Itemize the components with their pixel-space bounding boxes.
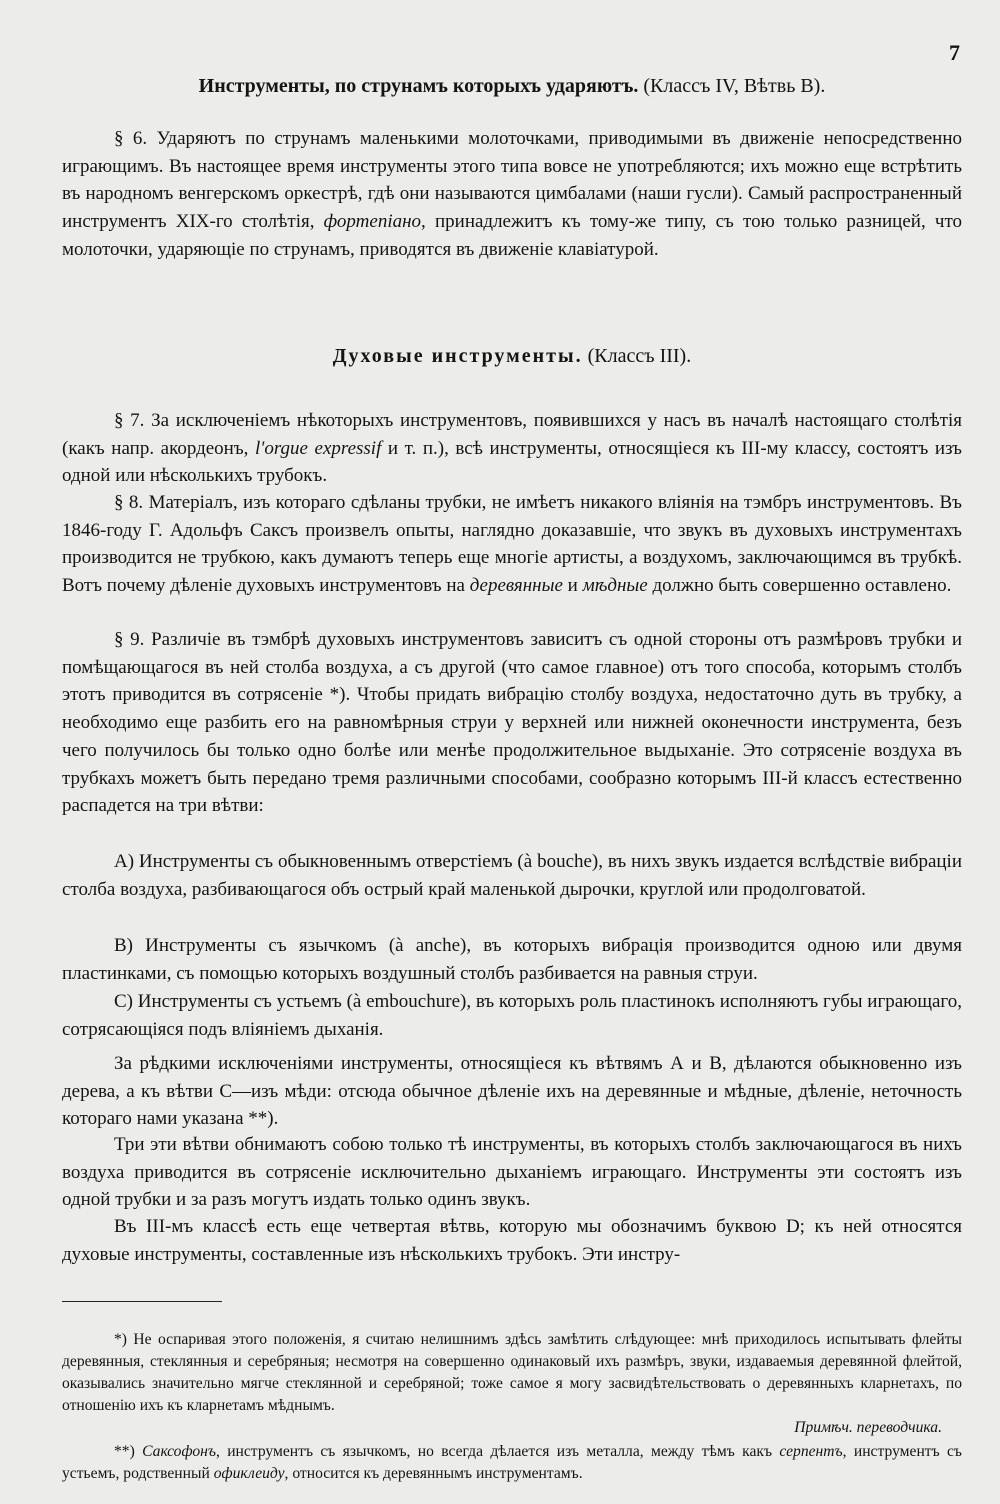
paragraph-7 — [62, 407, 962, 490]
italic-term: l'orgue expressif — [255, 437, 382, 459]
section-title-class: (Классъ IV, Вѣтвь В). — [643, 75, 826, 97]
branch-b — [62, 932, 962, 987]
footnote-text-part: , инструментъ съ язычкомъ, но всегда дѣлается изъ металла, между тѣмъ какъ — [215, 1443, 773, 1460]
branch-c — [62, 988, 962, 1043]
paragraph-text-part: § 7. За исключеніемъ нѣкоторыхъ инструментовъ, появившихся у насъ въ началѣ настоящаго столѣтія (какъ напр. акордеонъ, — [62, 410, 962, 459]
section-title-struck-strings — [62, 74, 962, 98]
paragraph-text: За рѣдкими исключеніями инструменты, относящіеся къ вѣтвямъ А и В, дѣлаются обыкновенно изъ дерева, а къ вѣтви С—изъ мѣди: отсюда обычное дѣленіе ихъ на деревянные и мѣдные, дѣленіе, неточность котораго нами указана **). — [62, 1053, 962, 1130]
paragraph-text: Три эти вѣтви обнимаютъ собою только тѣ инструменты, въ которыхъ столбъ заключающагося въ нихъ воздуха приводится въ сотрясеніе исключительно дыханіемъ играющаго. Инструменты эти состоятъ изъ одной трубки и за разъ могутъ издать только одинъ звукъ. — [62, 1134, 962, 1211]
paragraph-6 — [62, 125, 962, 264]
footnote-text-part: , относится къ деревяннымъ инструментамъ. — [284, 1465, 583, 1482]
paragraph-text: § 9. Различіе въ тэмбрѣ духовыхъ инструментовъ зависитъ съ одной стороны отъ размѣровъ трубки и помѣщающагося въ ней столба воздуха, а съ другой (что самое главное) отъ того способа, которымъ столбъ этотъ приводится въ сотрясеніе *). Чтобы придать вибрацію столбу воздуха, недостаточно дуть въ трубку, а необходимо еще разбить его на равномѣрныя струи у верхней или нижней оконечности инструмента, безъ чего получилось бы только одно болѣе или менѣе продолжительное выдыханіе. Это сотрясеніе воздуха въ трубкахъ можетъ быть передано тремя различными способами, сообразно которымъ III-й классъ естественно распадется на три вѣтви: — [62, 629, 962, 817]
italic-term: деревянные — [469, 575, 563, 597]
footnote-text — [62, 1441, 962, 1485]
footnote-text-part: , инструментъ съ устьемъ, родственный — [62, 1443, 962, 1482]
footnote-2 — [62, 1441, 962, 1485]
paragraph-text-part: , принадлежитъ къ тому-же типу, съ тою только разницей, что молоточки, ударяющіе по струнамъ, приводятся въ движеніе клавіатурой. — [62, 211, 962, 260]
section-title-class: (Классъ III). — [587, 345, 692, 367]
paragraph-text — [62, 125, 962, 264]
paragraph-text: В) Инструменты съ язычкомъ (à anche), въ которыхъ вибрація производится одною или двумя пластинками, съ помощью которыхъ воздушный столбъ разбивается на равныя струи. — [62, 935, 962, 984]
branch-a — [62, 848, 962, 903]
italic-term: офиклеиду — [213, 1465, 285, 1482]
paragraph-9 — [62, 626, 962, 820]
paragraph-fourth-branch — [62, 1213, 962, 1268]
section-title-wind-instruments — [62, 344, 962, 368]
paragraph-text-part: § 6. Ударяютъ по струнамъ маленькими молоточками, приводимыми въ движеніе непосредственно играющимъ. Въ настоящее время инструменты этого типа вовсе не употребляются; ихъ можно еще встрѣтить въ народномъ венгерскомъ оркестрѣ, гдѣ они называются цимбалами (наши гусли). Самый распространенный инструментъ XIX-го столѣтія, — [62, 128, 962, 233]
paragraph-text-part: § 8. Матеріалъ, изъ котораго сдѣланы трубки, не имѣетъ никакого вліянія на тэмбръ инструментовъ. Въ 1846-году Г. Адольфъ Саксъ произвелъ опыты, наглядно доказавшіе, что звукъ въ духовыхъ инструментахъ производится не трубкою, какъ думаютъ теперь еще многіе артисты, а воздухомъ, заключающимся въ трубкѣ. Вотъ почему дѣленіе духовыхъ инструментовъ на — [62, 492, 962, 597]
paragraph-text-part: и т. п.), всѣ инструменты, относящіеся къ III-му классу, состоятъ изъ одной или нѣсколькихъ трубокъ. — [62, 437, 963, 487]
italic-term: мѣдные — [582, 575, 648, 597]
italic-term: фортепіано — [323, 211, 422, 233]
page-number: 7 — [949, 40, 960, 65]
paragraph-text — [62, 407, 962, 490]
footnote-1 — [62, 1329, 962, 1417]
section-title-main: Инструменты, по струнамъ которыхъ ударяютъ. — [198, 75, 639, 97]
section-title-main: Духовые инструменты. — [332, 345, 583, 367]
paragraph-text-part: должно быть совершенно оставлено. — [652, 575, 952, 597]
paragraph-rare-exceptions — [62, 1050, 962, 1133]
paragraph-text — [62, 489, 962, 600]
paragraph-text: Въ III-мъ классѣ есть еще четвертая вѣтвь, которую мы обозначимъ буквою D; къ ней относятся духовые инструменты, составленные изъ нѣсколькихъ трубокъ. Эти инстру- — [62, 1216, 962, 1265]
translator-note-signature: Примѣч. переводчика. — [794, 1419, 942, 1436]
footnote-marker: **) — [114, 1443, 135, 1460]
italic-term: Саксофонъ — [142, 1443, 216, 1460]
paragraph-text: С) Инструменты съ устьемъ (à embouchure), въ которыхъ роль пластинокъ исполняютъ губы играющаго, сотрясающіяся подъ вліяніемъ дыханія. — [62, 991, 962, 1040]
paragraph-text-part: и — [567, 575, 578, 597]
footnote-divider — [62, 1301, 222, 1302]
paragraph-text: А) Инструменты съ обыкновеннымъ отверстіемъ (à bouche), въ нихъ звукъ издается вслѣдствіе вибраціи столба воздуха, разбивающагося объ острый край маленькой дырочки, круглой или продолговатой. — [62, 851, 962, 900]
paragraph-8 — [62, 489, 962, 600]
italic-term: серпентъ — [779, 1443, 843, 1460]
footnote-text: *) Не оспаривая этого положенія, я считаю нелишнимъ здѣсь замѣтить слѣдующее: мнѣ приходилось испытывать флейты деревянныя, стеклянныя и серебряныя; несмотря на совершенно одинаковый ихъ размѣръ, звуки, издаваемыя деревянной флейтой, оказывались значительно мягче стеклянной и серебряной; тоже самое я могу засвидѣтельствовать о деревянныхъ кларнетахъ, по отношенію ихъ къ кларнетамъ мѣднымъ. — [62, 1331, 962, 1414]
paragraph-three-branches — [62, 1131, 962, 1214]
